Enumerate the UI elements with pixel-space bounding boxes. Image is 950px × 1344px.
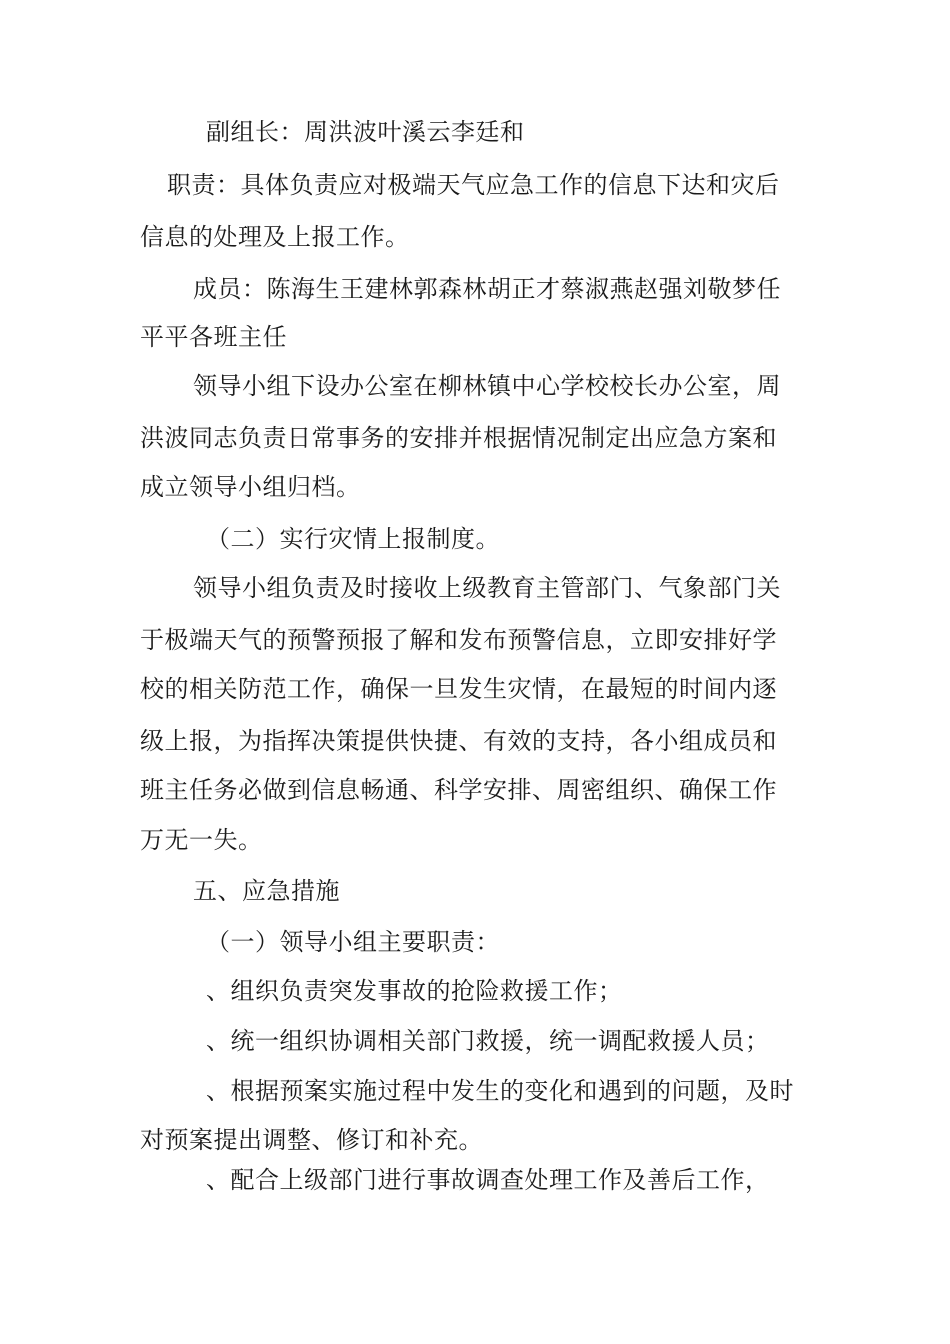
text-line: 领导小组下设办公室在柳林镇中心学校校长办公室，周 [193, 372, 781, 400]
text-line: 职责：具体负责应对极端天气应急工作的信息下达和灾后 [167, 171, 780, 199]
text-line: 洪波同志负责日常事务的安排并根据情况制定出应急方案和 [140, 424, 777, 452]
text-line: 成立领导小组归档。 [140, 473, 361, 501]
text-line: 平平各班主任 [140, 323, 287, 351]
text-line: 信息的处理及上报工作。 [140, 223, 410, 251]
text-line: 领导小组负责及时接收上级教育主管部门、气象部门关 [193, 574, 781, 602]
text-line: 成员：陈海生王建林郭森林胡正才蔡淑燕赵强刘敬梦任 [193, 275, 781, 303]
text-line: 副组长：周洪波叶溪云李廷和 [206, 118, 525, 146]
text-line: 万无一失。 [140, 826, 263, 854]
text-line: 校的相关防范工作，确保一旦发生灾情，在最短的时间内逐 [140, 675, 777, 703]
list-item: 、配合上级部门进行事故调查处理工作及善后工作， [206, 1166, 770, 1194]
text-line: 对预案提出调整、修订和补充。 [140, 1126, 483, 1154]
list-item: 、根据预案实施过程中发生的变化和遇到的问题，及时 [206, 1077, 794, 1105]
list-item: 、组织负责突发事故的抢险救援工作； [206, 977, 623, 1005]
text-line: 级上报，为指挥决策提供快捷、有效的支持，各小组成员和 [140, 727, 777, 755]
list-item: 、统一组织协调相关部门救援，统一调配救援人员； [206, 1027, 770, 1055]
text-line: 于极端天气的预警预报了解和发布预警信息，立即安排好学 [140, 626, 777, 654]
section-heading: 五、应急措施 [193, 877, 340, 905]
text-line: 班主任务必做到信息畅通、科学安排、周密组织、确保工作 [140, 776, 777, 804]
section-heading: （一）领导小组主要职责： [206, 928, 500, 956]
section-heading: （二）实行灾情上报制度。 [206, 525, 500, 553]
